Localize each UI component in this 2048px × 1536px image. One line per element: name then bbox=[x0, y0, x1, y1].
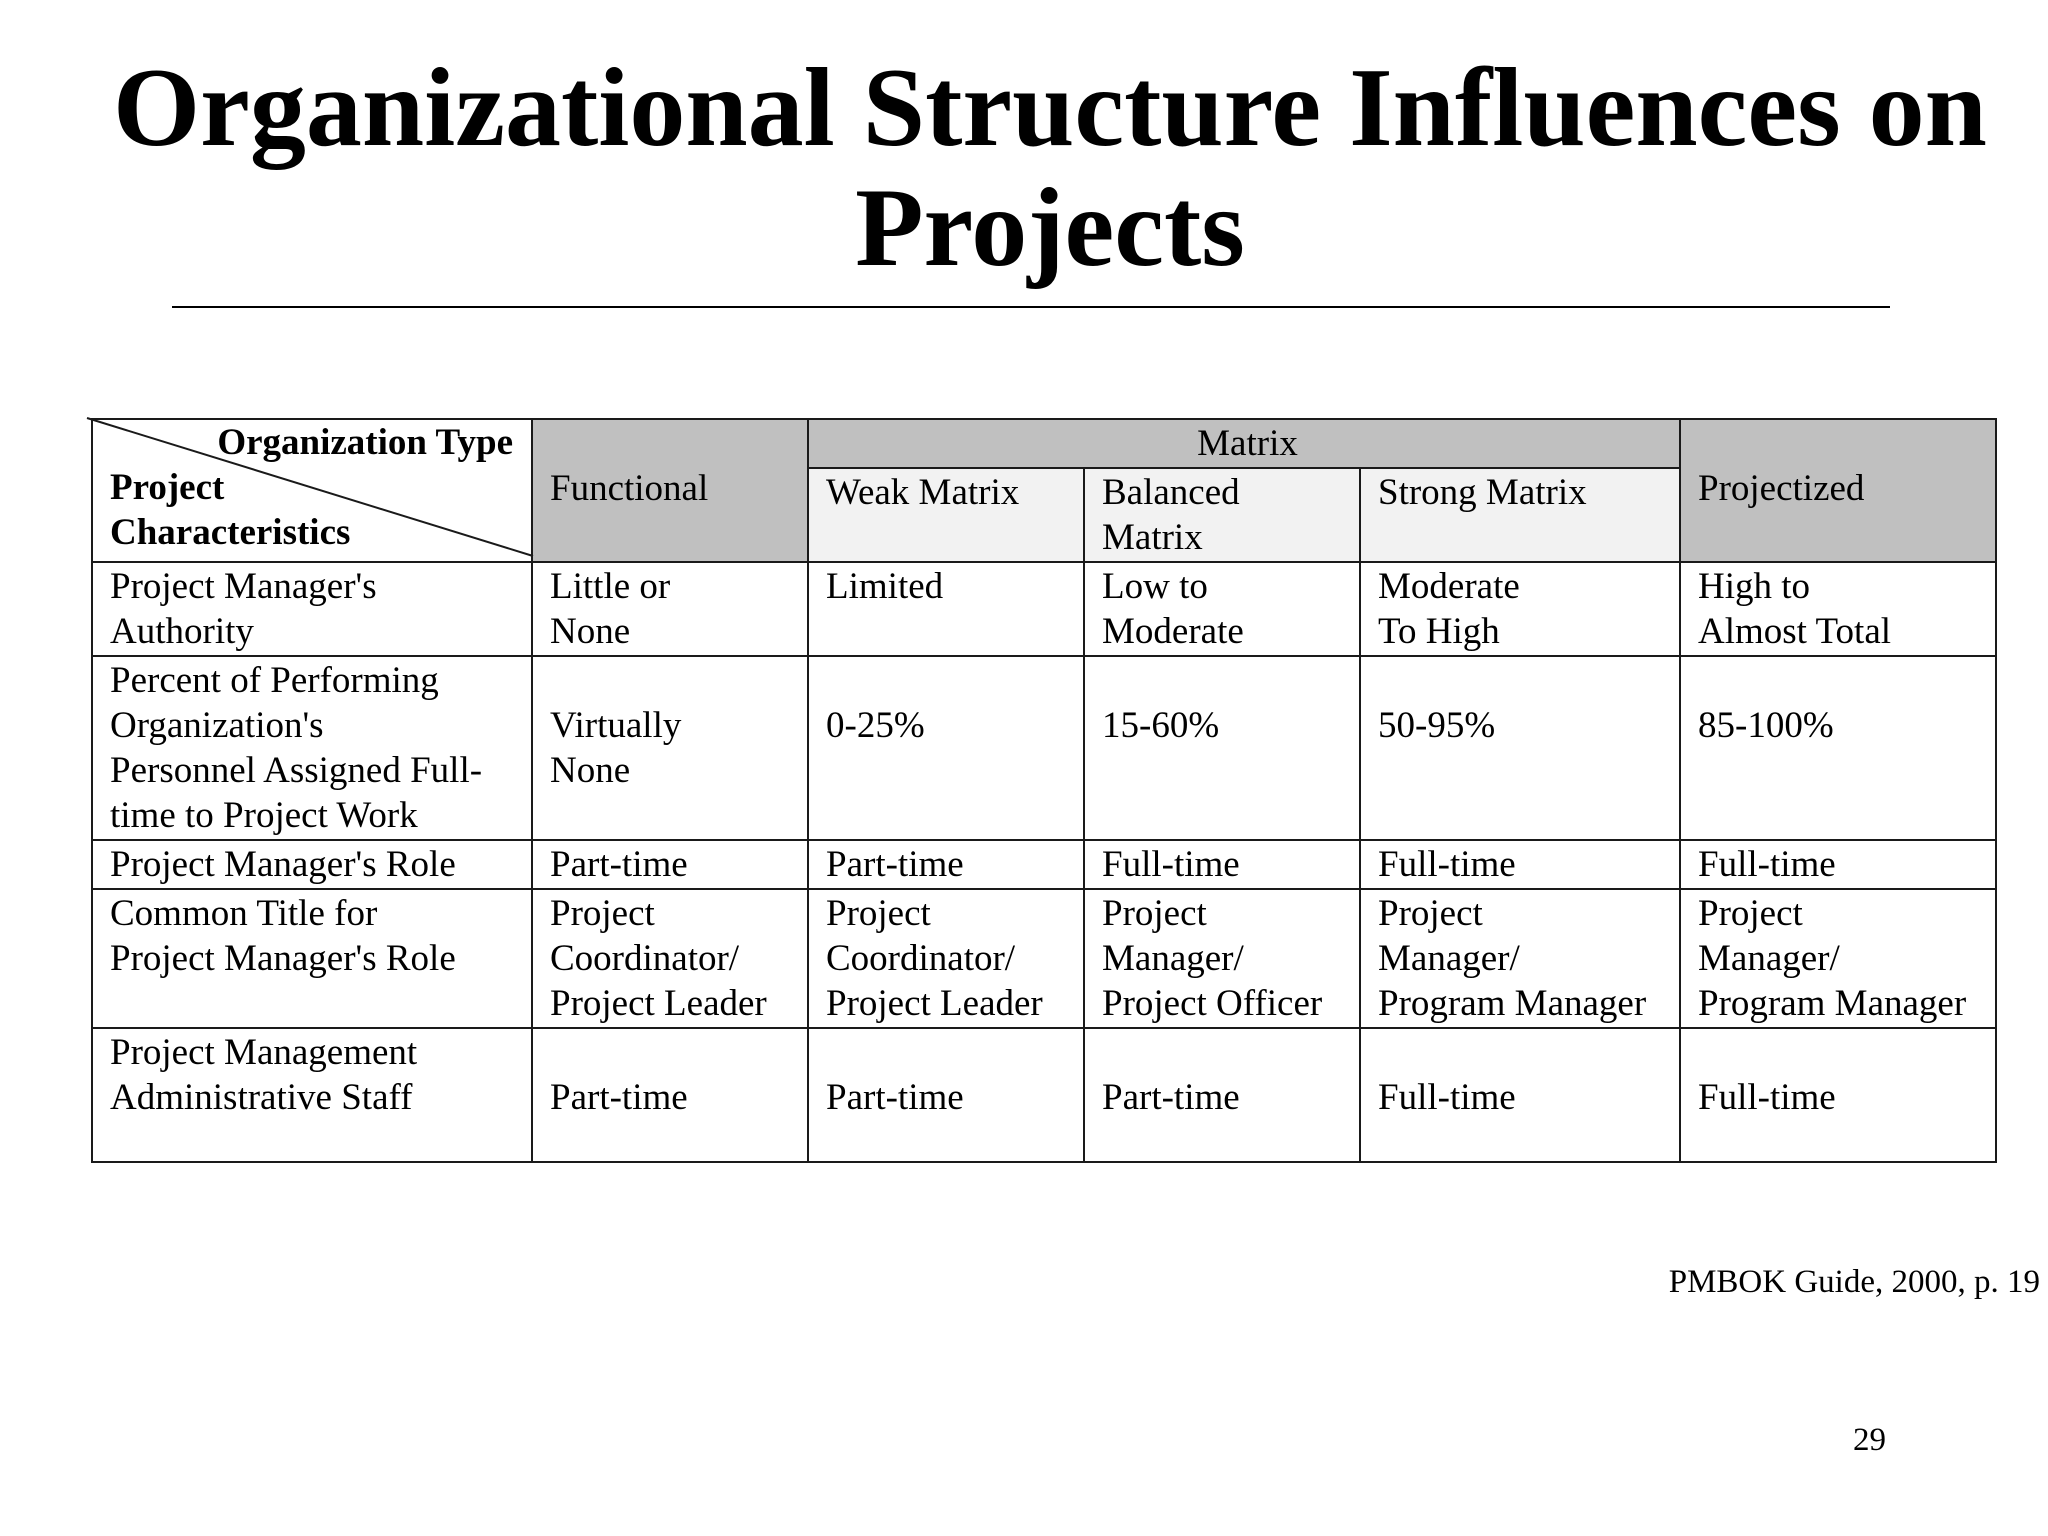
table-cell-weak-matrix bbox=[808, 656, 1084, 840]
row-label-line: Percent of Performing bbox=[110, 660, 439, 701]
header-projectized: Projectized bbox=[1680, 419, 1996, 562]
row-label bbox=[92, 840, 532, 889]
cell-line: Coordinator/ bbox=[550, 938, 740, 979]
row-label bbox=[92, 562, 532, 656]
cell-line: Project bbox=[1698, 893, 1803, 934]
cell-line: Full-time bbox=[1102, 844, 1240, 885]
row-label-line: Project Manager's bbox=[110, 566, 377, 607]
table-cell-weak-matrix bbox=[808, 840, 1084, 889]
cell-line: Project bbox=[1378, 893, 1483, 934]
slide-title-line-1: Organizational Structure Influences on bbox=[113, 46, 1987, 170]
row-label bbox=[92, 656, 532, 840]
cell-line: None bbox=[550, 750, 631, 791]
table-row bbox=[92, 889, 1996, 1028]
cell-line: Project Leader bbox=[826, 983, 1043, 1024]
cell-line: Full-time bbox=[1698, 1077, 1836, 1118]
project-characteristics-line-1: Project bbox=[110, 467, 225, 508]
table-row bbox=[92, 562, 1996, 656]
row-label-line: Personnel Assigned Full- bbox=[110, 750, 483, 791]
table-cell-weak-matrix bbox=[808, 889, 1084, 1028]
cell-line: Part-time bbox=[550, 1077, 688, 1118]
row-label-line: Project Manager's Role bbox=[110, 844, 456, 885]
table-cell-projectized bbox=[1680, 562, 1996, 656]
cell-line: Program Manager bbox=[1698, 983, 1967, 1024]
row-label bbox=[92, 889, 532, 1028]
table-cell-weak-matrix bbox=[808, 1028, 1084, 1162]
title-divider bbox=[172, 306, 1890, 308]
cell-line: Moderate bbox=[1378, 566, 1520, 607]
cell-line: Program Manager bbox=[1378, 983, 1647, 1024]
table-cell-projectized bbox=[1680, 889, 1996, 1028]
cell-line: To High bbox=[1378, 611, 1500, 652]
cell-line: 15-60% bbox=[1102, 705, 1220, 746]
cell-line: High to bbox=[1698, 566, 1811, 607]
cell-line: None bbox=[550, 611, 631, 652]
table-cell-functional bbox=[532, 889, 808, 1028]
header-balanced-matrix bbox=[1084, 468, 1360, 562]
row-label-line: Administrative Staff bbox=[110, 1077, 413, 1118]
page-number: 29 bbox=[1853, 1422, 1886, 1458]
table-row bbox=[92, 1028, 1996, 1162]
table-cell-balanced-matrix bbox=[1084, 1028, 1360, 1162]
org-structure-table bbox=[91, 418, 1997, 1163]
table-cell-balanced-matrix bbox=[1084, 656, 1360, 840]
cell-line: Full-time bbox=[1698, 844, 1836, 885]
cell-line: Low to bbox=[1102, 566, 1208, 607]
cell-line: Project bbox=[550, 893, 655, 934]
cell-line: Moderate bbox=[1102, 611, 1244, 652]
row-label-line: Project Management bbox=[110, 1032, 418, 1073]
header-row-1 bbox=[92, 419, 1996, 468]
table-cell-balanced-matrix bbox=[1084, 889, 1360, 1028]
table-cell-functional bbox=[532, 562, 808, 656]
cell-line: Project bbox=[826, 893, 931, 934]
cell-line: Limited bbox=[826, 566, 944, 607]
project-characteristics-label bbox=[110, 465, 350, 555]
cell-line: Manager/ bbox=[1102, 938, 1244, 979]
table-cell-projectized bbox=[1680, 1028, 1996, 1162]
cell-line: Manager/ bbox=[1698, 938, 1840, 979]
cell-line: Virtually bbox=[550, 705, 682, 746]
row-label-line: Organization's bbox=[110, 705, 324, 746]
cell-line: Manager/ bbox=[1378, 938, 1520, 979]
table-cell-projectized bbox=[1680, 656, 1996, 840]
table-cell-strong-matrix bbox=[1360, 840, 1680, 889]
cell-line: 50-95% bbox=[1378, 705, 1496, 746]
cell-line: Little or bbox=[550, 566, 671, 607]
cell-line: 0-25% bbox=[826, 705, 925, 746]
header-weak-matrix: Weak Matrix bbox=[808, 468, 1084, 562]
cell-line: Full-time bbox=[1378, 1077, 1516, 1118]
header-strong-matrix: Strong Matrix bbox=[1360, 468, 1680, 562]
slide-title bbox=[100, 48, 2000, 288]
cell-line: 85-100% bbox=[1698, 705, 1834, 746]
table-cell-functional bbox=[532, 656, 808, 840]
table-cell-strong-matrix bbox=[1360, 656, 1680, 840]
cell-line: Part-time bbox=[1102, 1077, 1240, 1118]
table-cell-functional bbox=[532, 840, 808, 889]
table-cell-strong-matrix bbox=[1360, 889, 1680, 1028]
organization-type-label: Organization Type bbox=[217, 422, 513, 463]
row-label-line: time to Project Work bbox=[110, 795, 418, 836]
row-label-line: Authority bbox=[110, 611, 254, 652]
table-row bbox=[92, 656, 1996, 840]
table-cell-balanced-matrix bbox=[1084, 840, 1360, 889]
table-cell-weak-matrix bbox=[808, 562, 1084, 656]
cell-line: Part-time bbox=[550, 844, 688, 885]
row-label bbox=[92, 1028, 532, 1162]
header-balanced-matrix-line-1: Balanced bbox=[1102, 472, 1240, 513]
corner-header-cell bbox=[92, 419, 532, 562]
row-label-line: Project Manager's Role bbox=[110, 938, 456, 979]
cell-line: Project Leader bbox=[550, 983, 767, 1024]
project-characteristics-line-2: Characteristics bbox=[110, 512, 351, 553]
header-balanced-matrix-line-2: Matrix bbox=[1102, 517, 1203, 558]
cell-line: Project bbox=[1102, 893, 1207, 934]
table-cell-balanced-matrix bbox=[1084, 562, 1360, 656]
table-cell-strong-matrix bbox=[1360, 1028, 1680, 1162]
table-cell-strong-matrix bbox=[1360, 562, 1680, 656]
cell-line: Part-time bbox=[826, 844, 964, 885]
cell-line: Full-time bbox=[1378, 844, 1516, 885]
slide-title-line-2: Projects bbox=[855, 166, 1245, 290]
header-functional: Functional bbox=[532, 419, 808, 562]
table-row bbox=[92, 840, 1996, 889]
source-citation: PMBOK Guide, 2000, p. 19 bbox=[1668, 1264, 2040, 1300]
table-cell-projectized bbox=[1680, 840, 1996, 889]
cell-line: Coordinator/ bbox=[826, 938, 1016, 979]
cell-line: Project Officer bbox=[1102, 983, 1323, 1024]
cell-line: Almost Total bbox=[1698, 611, 1892, 652]
row-label-line: Common Title for bbox=[110, 893, 378, 934]
table-cell-functional bbox=[532, 1028, 808, 1162]
header-matrix: Matrix bbox=[808, 419, 1680, 468]
cell-line: Part-time bbox=[826, 1077, 964, 1118]
